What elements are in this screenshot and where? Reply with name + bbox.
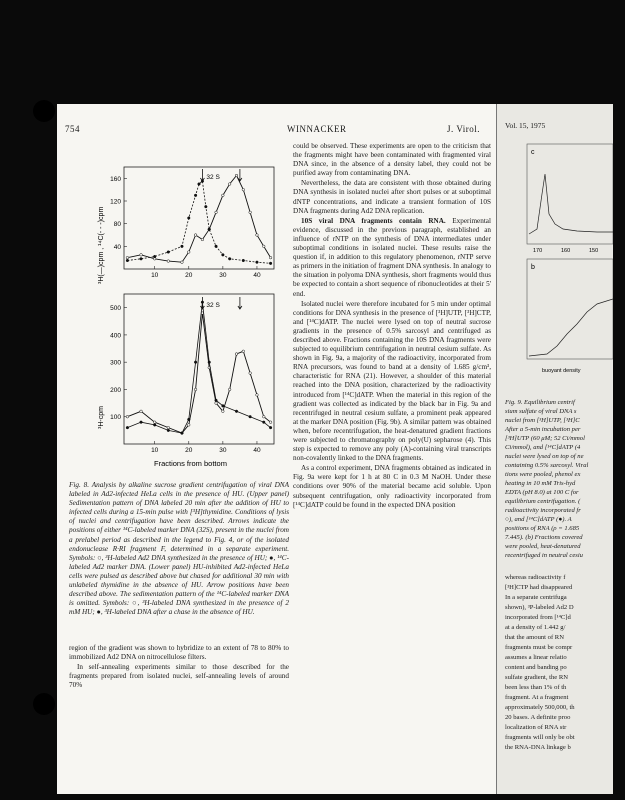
x-tick-label: 20 [185,447,193,454]
data-point [194,361,197,364]
x-tick-label: 10 [151,272,159,279]
text-line: whereas radioactivity f [505,574,566,581]
paragraph: Isolated nuclei were therefore incubated for 5 min under optimal conditions for DNA synthesis in the presence of [³H]UTP, [³H]CTP, and [¹⁴C]dATP. The nuclei were lysed on top of neutral sucrose gradients in the presence of 0.5% sarcosyl and centrifuged as described above. Fractions containing the 10S DNA fragments were subjected to equilibrium centrifugation in neutral cesium sulfate. As shown in Fig. 9a, a majority of the radioactivity, incorporated from RNA precursors, was found to band at a density of 1.685 g/cm³, characteristic for RNA (21). However, a shoulder of this material reached into the DNA position, characterized by the radioactivity introduced from [¹⁴C]dATP. When the material in this region of the gradient was collected as indicated by the black bar in Fig. 9a and recentrifuged in neutral cesium sulfate, a prominent peak appeared at the marker DNA position (Fig. 9b). A similar pattern was obtained when, before recentrifugation, the heat-denatured gradient fractions were subjected to chromatography on poly(U) sepharose (4). This step is expected to remove any poly (A)-containing viral transcripts non-covalently linked to the DNA fragments. [293,299,491,463]
journal-page [57,104,497,794]
y-tick-label: 100 [110,414,121,422]
right-body-text [293,142,491,511]
data-point [256,394,259,397]
left-body-text [69,644,289,691]
text-line: Ci/mmol), and [¹⁴C]dATP (4 [505,444,581,451]
data-point [256,234,259,237]
data-point [269,262,272,265]
text-line: sium sulfate of viral DNA s [505,408,577,415]
data-point [242,350,245,353]
data-point [201,238,204,241]
data-point [235,353,238,356]
text-line: [³H]CTP had disappeared [505,584,573,591]
data-point [187,217,190,220]
paragraph: region of the gradient was shown to hybridize to an extent of 78 to 80% to immobilized Ad2 DNA on nitrocellulose filters. [69,644,289,662]
text-line: approximately 500,000, th [505,704,575,711]
running-header-right: Vol. 15, 1975 [505,121,546,130]
data-point [153,255,156,258]
data-point [228,388,231,391]
data-point [242,259,245,262]
data-point [222,405,225,408]
position-arrow [200,169,204,181]
text-line: that the amount of RN [505,634,564,641]
position-arrow [238,297,242,309]
data-point [228,258,231,261]
text-line: positions of RNA (ρ = 1.685 [505,525,580,532]
plot-frame [124,294,274,444]
data-point [242,188,245,191]
y-tick-label: 160 [110,175,121,183]
text-line: were pooled, heat-denatured [505,543,581,550]
fig9-x-axis-label: buoyant density [542,368,581,374]
text-line: at a density of 1.442 g/ [505,624,566,631]
lower-panel [110,294,274,454]
text-line: ○), and [¹⁴C]dATP (●). A [505,516,572,523]
x-tick-label: 10 [151,447,159,454]
data-point [140,254,143,257]
fig9b-trace [529,299,613,356]
data-point [249,415,252,418]
x-axis-label: Fractions from bottom [154,459,227,468]
upper-panel [110,167,274,279]
fig9-tick: 160 [561,248,571,254]
data-point [215,402,218,405]
data-point [262,415,265,418]
data-point [126,415,129,418]
text-line: sulfate gradient, the RN [505,674,568,681]
text-line: containing 0.5% sarcosyl. Viral [505,462,589,469]
punch-hole-top [33,100,55,122]
fig9-tick: 150 [589,248,599,254]
text-line: tions were pooled, phenol ex [505,471,581,478]
data-point [194,388,197,391]
text-line: content and banding po [505,664,567,671]
running-author: WINNACKER [287,124,347,134]
data-point [167,251,170,254]
data-point [126,426,129,429]
data-point [140,421,143,424]
position-arrow [200,297,204,309]
paragraph: As a control experiment, DNA fragments obtained as indicated in Fig. 9a were kept for 1 h at 80 C in 0.3 M NaOH. Under these conditions over 90% of the material became acid soluble. Upon subsequent centrifugation, only radioactivity incorporated from [¹⁴C]dATP could be found in the expected DNA position [293,464,491,509]
text-line: fragments will only be obt [505,734,575,741]
y-tick-label: 120 [110,198,121,206]
data-point [187,251,190,254]
series-line [127,181,270,263]
data-point [198,183,201,186]
text-line: Fig. 9. Equilibrium centrif [505,399,575,406]
data-point [235,410,238,413]
text-line: assumes a linear relatio [505,654,567,661]
data-point [269,421,272,424]
data-point [215,211,218,214]
heading-text: 10S viral DNA fragments contain RNA. [301,216,446,225]
data-point [256,261,259,264]
y-tick-label: 40 [113,243,121,251]
y-tick-label: 500 [110,305,121,313]
data-point [249,372,252,375]
upper-y-label: ³H(—)cpm , ¹⁴C(- - -)cpm [98,206,105,284]
text-line: radioactivity incorporated fr [505,507,581,514]
data-point [235,174,238,177]
y-tick-label: 200 [110,386,121,394]
fig9-panel-label: c [531,149,535,156]
data-point [167,426,170,429]
data-point [208,228,211,231]
journal-name: J. Virol. [447,124,481,134]
data-point [126,259,129,262]
data-point [181,245,184,248]
data-point [222,410,225,413]
position-arrow [238,169,242,181]
text-line: 20 bases. A definite proo [505,714,571,721]
x-tick-label: 40 [253,447,261,454]
data-point [222,254,225,257]
y-tick-label: 400 [110,332,121,340]
text-line: nuclei from [³H]UTP, [³H]C [505,417,580,424]
paragraph: could be observed. These experiments are open to the criticism that the fragments might have been contaminated with fragmented viral DNA since, in the absence of a density label, they could not be purified away from contaminating DNA. [293,142,491,178]
fig9-tick: 170 [533,248,543,254]
data-point [167,429,170,432]
lower-y-label: ³H-cpm [98,406,105,429]
data-point [187,418,190,421]
data-point [222,194,225,197]
data-point [126,256,129,259]
x-tick-label: 30 [219,447,227,454]
data-point [181,261,184,264]
text-line: After a 5-min incubation per [505,426,581,433]
data-point [194,194,197,197]
data-point [167,260,170,263]
y-tick-label: 300 [110,359,121,367]
facing-page [497,104,613,794]
page-number: 754 [65,124,80,134]
data-point [187,424,190,427]
figure-9-fragment [497,134,613,384]
data-point [262,245,265,248]
text-line: nuclei were lysed on top of ne [505,453,584,460]
data-point [140,258,143,261]
y-tick-label: 80 [113,221,121,229]
text-line: equilibrium centrifugation. ( [505,498,581,505]
marker-label: 32 S [206,302,220,309]
text-line: heating in 10 mM Tris-hyd [505,480,576,487]
text-line: recentrifuged in neutral cesiu [505,552,583,559]
data-point [269,426,272,429]
data-point [205,205,208,208]
data-point [269,256,272,259]
figure-8-caption: Fig. 8. Analysis by alkaline sucrose gradient centrifugation of viral DNA labeled in Ad2-infected HeLa cells in the presence of HU. (Upper panel) Sedimentation pattern of DNA labeled 20 min after the addition of HU to infected cells during a 15-min pulse with [³H]thymidine. Conditions of lysis of nuclei and centrifugation have been described. Arrows indicate the positions of either ¹⁴C-labeled marker DNA (32S), present in the nuclei from a prelabel period as described in the legend to Fig. 4, or of the isolated endonuclease R·RI fragment F, determined in a separate experiment. Symbols: ○, ³H-labeled Ad2 DNA synthesized in the presence of HU; ●, ¹⁴C-labeled Ad2 marker DNA. (Lower panel) HU-inhibited Ad2-infected HeLa cells were pulsed as described above but chased for additional 30 min with unlabeled thymidine in the absence of HU. Arrow positions have been described above. The sedimentation pattern of the ¹⁴C-labeled marker DNA is omitted. Symbols: ○, ³H-labeled DNA synthesized in the presence of 2 mM HU; ●, ³H-labeled DNA after a chase in the absence of HU. [69,481,289,617]
data-point [153,424,156,427]
figure-8 [94,159,282,469]
text-line: In a separate centrifuga [505,594,567,601]
data-point [208,361,211,364]
text-line: localization of RNA str [505,724,567,731]
data-point [228,183,231,186]
punch-hole-bottom [33,693,55,715]
data-point [215,245,218,248]
text-line: been less than 1% of th [505,684,567,691]
text-line: [³H]UTP (60 μM; 52 Ci/mmol [505,435,585,442]
fig9-panel-label: b [531,264,535,271]
data-point [249,211,252,214]
text-line: the RNA-DNA linkage b [505,744,571,751]
x-tick-label: 20 [185,272,193,279]
data-point [262,421,265,424]
data-point [181,432,184,435]
data-point [194,234,197,237]
series-line [127,302,270,433]
fig9a-trace [529,174,613,234]
x-tick-label: 30 [219,272,227,279]
text-line: EDTA (pH 8.0) at 100 C for [505,489,579,496]
text-line: shown), ³P-labeled Ad2 D [505,604,574,611]
data-point [215,399,218,402]
paragraph: In self-annealing experiments similar to those described for the fragments prepared from isolated nuclei, self-annealing levels of around 70% [69,663,289,690]
paragraph: Nevertheless, the data are consistent with those obtained during DNA synthesis in isolated nuclei after short pulses or at suboptimal dNTP concentrations, and indicate a transient formation of 10S DNA fragments during Ad2 DNA replication. [293,179,491,215]
text-line: fragments must be compr [505,644,573,651]
series-line [127,176,270,263]
data-point [140,410,143,413]
heading-body: Experimental evidence, discussed in the previous paragraph, established an influence of rNTP on the synthesis of DNA intermediates under suboptimal conditions in isolated nuclei. These results raise the question if, in addition to this regulatory phenomenon, rNTP serve as primers in the initiation of fragment DNA synthesis. In analogy to the situation in polyoma DNA synthesis, short fragments would thus be expected to contain a short sequence of ribonucleotides at their 5' end. [293,216,491,298]
x-tick-label: 40 [253,272,261,279]
section-heading [293,217,491,299]
marker-label: 32 S [206,174,220,181]
text-line: 7.445). (b) Fractions covered [505,534,583,541]
data-point [153,421,156,424]
text-line: incorporated from [¹⁴C]d [505,614,571,621]
text-line: fragment. At a fragment [505,694,569,701]
